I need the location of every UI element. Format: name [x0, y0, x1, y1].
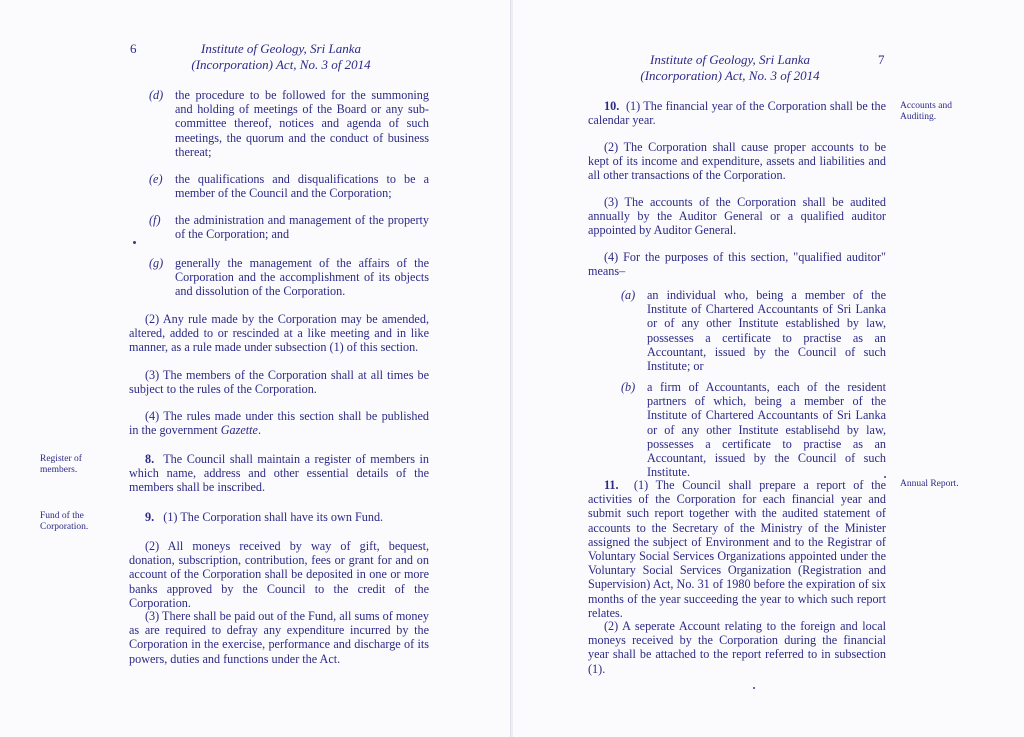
- section-11-subsection-2: (2) A seperate Account relating to the foreign and local moneys received by the Corporation during the financial year shall be attached to the report referred to in subsection (1).: [588, 619, 886, 676]
- list-item: [149, 88, 429, 159]
- item-label: (f): [149, 213, 161, 227]
- margin-note: Annual Report.: [900, 479, 959, 489]
- section-9-subsection-3: (3) There shall be paid out of the Fund, all sums of money as are required to defray any expenditure incurred by the Corporation in the exercise, performance and discharge of its powers, duties and functions under the Act.: [129, 609, 429, 666]
- section-10-subsection-4: (4) For the purposes of this section, "qualified auditor" means–: [588, 250, 886, 279]
- header-line-2: (Incorporation) Act, No. 3 of 2014: [191, 57, 371, 72]
- subsection-2: (2) Any rule made by the Corporation may be amended, altered, added to or rescinded at a like meeting and in like manner, as a rule made under subsection (1) of this section.: [129, 312, 429, 355]
- subsection-4-text: (4) The rules made under this section shall be published in the government: [129, 409, 429, 438]
- section-text: (1) The financial year of the Corporation shall be the calendar year.: [588, 99, 887, 128]
- speck-mark: [753, 687, 755, 689]
- section-text: The Council shall maintain a register of members in which name, address and other essential details of the members shall be inscribed.: [129, 452, 429, 495]
- subsection-3: (3) The members of the Corporation shall at all times be subject to the rules of the Corporation.: [129, 368, 429, 397]
- list-item: [149, 172, 429, 200]
- item-label: (a): [621, 288, 636, 302]
- item-label: (d): [149, 88, 164, 102]
- section-number: 11.: [604, 478, 619, 492]
- section-8: [129, 452, 429, 495]
- page-number: 6: [130, 41, 137, 56]
- item-text: generally the management of the affairs of the Corporation and the accomplishment of its objects and dissolution of the Corporation.: [175, 256, 429, 299]
- section-11: [588, 478, 886, 620]
- section-number: 8.: [145, 452, 155, 466]
- page-number: 7: [878, 52, 885, 67]
- subsection-4: [129, 409, 429, 437]
- item-text: an individual who, being a member of the Institute of Chartered Accountants of Sri Lanka or of any other Institute established by law, possesses a certificate to practise as an Accountant, issued by the Council of such Institute; or: [647, 288, 886, 374]
- section-10-subsection-2: (2) The Corporation shall cause proper accounts to be kept of its income and expenditure, assets and liabilities and all other transactions of the Corporation.: [588, 140, 886, 183]
- item-text: a firm of Accountants, each of the resident partners of which, being a member of the Institute of Chartered Accountants of Sri Lanka or of any other Institute establisehd by law, possesses a certificate to practise as an Accountant, issued by the Council of such Institute.: [647, 380, 886, 480]
- item-text: the procedure to be followed for the summoning and holding of meetings of the Board or any sub-committee thereof, notices and agenda of such meetings, the quorum and the conduct of business thereat;: [175, 88, 429, 159]
- running-header: [620, 52, 840, 84]
- section-10-subsection-3: (3) The accounts of the Corporation shall be audited annually by the Auditor General or a qualified auditor appointed by Auditor General.: [588, 195, 886, 238]
- section-9: [129, 510, 429, 524]
- item-label: (b): [621, 380, 636, 394]
- item-label: (g): [149, 256, 164, 270]
- item-text: the administration and management of the property of the Corporation; and: [175, 213, 429, 242]
- header-line-2: (Incorporation) Act, No. 3 of 2014: [640, 68, 820, 83]
- list-item: [149, 256, 429, 299]
- right-page: [513, 0, 1024, 737]
- item-text: the qualifications and disqualifications to be a member of the Council and the Corporation;: [175, 172, 429, 201]
- subsection-4-end: .: [257, 423, 262, 438]
- header-line-1: Institute of Geology, Sri Lanka: [650, 52, 810, 67]
- margin-note: Accounts and Auditing.: [900, 101, 952, 122]
- margin-note: Register of members.: [40, 454, 82, 475]
- section-text: (1) The Corporation shall have its own Fund.: [163, 510, 384, 524]
- list-item: [621, 380, 886, 479]
- margin-note: Fund of the Corporation.: [40, 511, 89, 532]
- section-text: (1) The Council shall prepare a report of the activities of the Corporation for each financial year and submit such report together with the audited statement of accounts to the Secretary of the Ministry of the Minister assigned the subject of Environment and to the Registrar of Voluntary Social Services Organizations appointed under the Voluntary Social Services Organization (Registration and Supervision) Act, No. 31 of 1980 before the expiration of six months of the year succeeding the year to which such report relates.: [588, 478, 886, 620]
- list-item: [621, 288, 886, 373]
- section-9-subsection-2: (2) All moneys received by way of gift, bequest, donation, subscription, contribution, fees or grant for and on account of the Corporation shall be deposited in one or more banks approved by the Council to the credit of the Corporation.: [129, 539, 429, 610]
- section-number: 9.: [145, 510, 155, 524]
- speck-mark: [133, 241, 136, 244]
- left-page: [0, 0, 511, 737]
- running-header: [171, 41, 391, 73]
- section-10: [588, 99, 886, 127]
- section-number: 10.: [604, 99, 620, 113]
- speck-mark: [884, 476, 886, 478]
- gazette-italic: Gazette: [220, 423, 258, 438]
- item-label: (e): [149, 172, 163, 186]
- list-item: [149, 213, 429, 241]
- header-line-1: Institute of Geology, Sri Lanka: [201, 41, 361, 56]
